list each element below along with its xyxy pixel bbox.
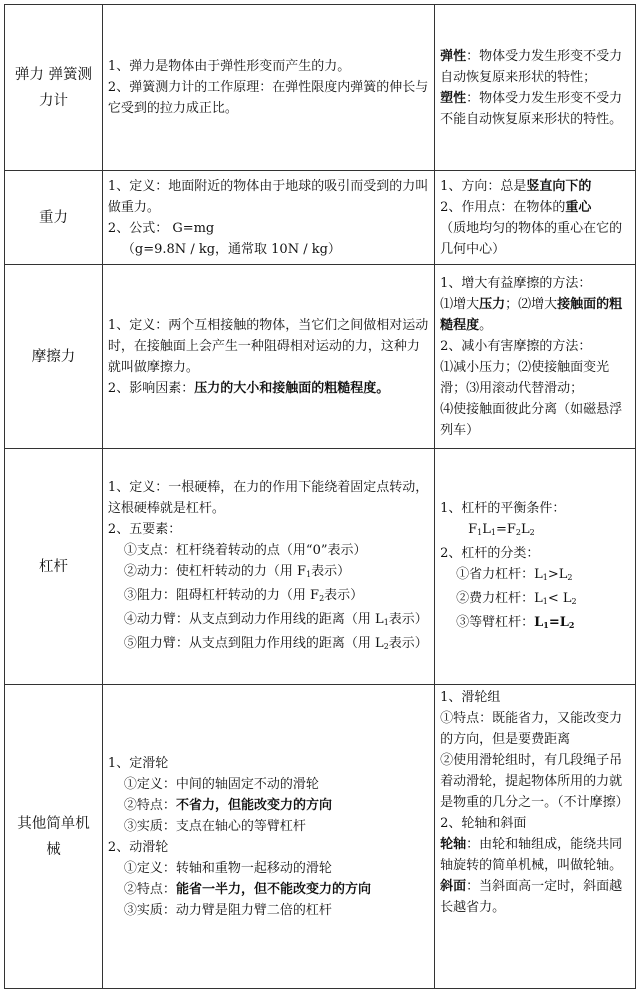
content-line: ②动力：使杠杆转动的力（用 $F_1$表示） bbox=[123, 563, 351, 579]
topic-cell bbox=[5, 171, 103, 265]
note-line: 2、减小有害摩擦的方法： bbox=[440, 338, 592, 354]
note-line: ②费力杠杆：$L_1< L_2$ bbox=[456, 590, 577, 606]
note-line: 2、杠杆的分类： bbox=[440, 545, 540, 561]
notes-cell bbox=[435, 171, 636, 265]
topic-label: 重力 bbox=[38, 209, 68, 226]
content-line: （g=9.8N / kg，通常取 10N / kg） bbox=[121, 241, 341, 257]
note-line: ③等臂杠杆：$L_1=L_2$ bbox=[456, 614, 575, 630]
row-lever bbox=[5, 449, 636, 685]
content-line: 1、定义：两个互相接触的物体，当它们之间做相对运动时，在接触面上会产生一种阻碍相对运动的力，这种力就叫做摩擦力。 bbox=[107, 317, 429, 375]
row-friction bbox=[5, 265, 636, 449]
content-line: ⑤阻力臂：从支点到阻力作用线的距离（用 $L_2$表示） bbox=[123, 635, 428, 651]
note-line: 2、轮轴和斜面 bbox=[440, 816, 527, 831]
content-cell bbox=[102, 685, 434, 989]
content-line: 2、动滑轮 bbox=[107, 839, 169, 855]
key-factors: 压力的大小和接触面的粗糙程度。 bbox=[194, 380, 390, 396]
notes-cell bbox=[435, 449, 636, 685]
content-line: ③阻力：阻碍杠杆转动的力（用 $F_2$表示） bbox=[123, 587, 364, 603]
content-line: ①定义：转轴和重物一起移动的滑轮 bbox=[123, 860, 332, 876]
note-line: 不能自动恢复原来形状的特性。 bbox=[440, 111, 623, 127]
note-line: ①特点：既能省力，又能改变力的方向，但是要费距离 bbox=[440, 711, 623, 747]
note-line: 斜面：当斜面高一定时，斜面越长越省力。 bbox=[440, 879, 623, 915]
content-line: 1、定义：一根硬棒，在力的作用下能绕着固定点转动，这根硬棒就是杠杆。 bbox=[107, 479, 429, 516]
note-line: ②使用滑轮组时，有几段绳子吊着动滑轮，提起物体所用的力就是物重的几分之一。（不计摩擦） bbox=[440, 753, 629, 810]
content-line: ③实质：动力臂是阻力臂二倍的杠杆 bbox=[123, 902, 332, 918]
note-line: ⑷使接触面彼此分离（如磁悬浮列车） bbox=[440, 401, 623, 438]
topic-label: 弹力 弹簧测力计 bbox=[14, 66, 93, 109]
content-cell bbox=[102, 5, 434, 171]
row-gravity bbox=[5, 171, 636, 265]
topic-label: 摩擦力 bbox=[31, 348, 76, 365]
note-line: 1、杠杆的平衡条件： bbox=[440, 500, 566, 516]
note-line: ①省力杠杆：$L_1>L_2$ bbox=[456, 566, 573, 582]
content-line: 1、定滑轮 bbox=[107, 755, 169, 771]
content-line: ①支点：杠杆绕着转动的点（用“0”表示） bbox=[123, 542, 367, 558]
content-line: 1、定义：地面附近的物体由于地球的吸引而受到的力叫做重力。 bbox=[107, 178, 429, 215]
content-line: ③实质：支点在轴心的等臂杠杆 bbox=[123, 818, 306, 834]
note-line: ⑴减小压力；⑵使接触面变光滑；⑶用滚动代替滑动； bbox=[440, 359, 610, 396]
content-line: ④动力臂：从支点到动力作用线的距离（用 $L_1$表示） bbox=[123, 611, 428, 627]
row-simple-machines bbox=[5, 685, 636, 989]
topic-cell bbox=[5, 685, 103, 989]
term-bold: 塑性 bbox=[440, 90, 467, 106]
note-line: 1、滑轮组 bbox=[440, 690, 501, 705]
topic-cell bbox=[5, 449, 103, 685]
notes-cell bbox=[435, 685, 636, 989]
note-line: 轮轴：由轮和轴组成，能绕共同轴旋转的简单机械，叫做轮轴。 bbox=[440, 837, 623, 873]
content-line: 2、影响因素：压力的大小和接触面的粗糙程度。 bbox=[107, 380, 390, 396]
content-line: 1、弹力是物体由于弹性形变而产生的力。 bbox=[107, 59, 351, 74]
content-cell bbox=[102, 265, 434, 449]
topic-label: 其他简单机械 bbox=[17, 815, 90, 858]
note-line: 2、作用点：在物体的重心 bbox=[440, 199, 592, 215]
notes-cell bbox=[435, 265, 636, 449]
topic-cell bbox=[5, 265, 103, 449]
content-line: 2、五要素： bbox=[107, 521, 182, 537]
note-line: （质地均匀的物体的重心在它的几何中心） bbox=[440, 220, 623, 257]
note-line: 塑性：物体受力发生形变不受力 bbox=[440, 90, 623, 106]
physics-summary-table bbox=[4, 4, 636, 989]
notes-cell bbox=[435, 5, 636, 171]
content-line: 2、弹簧测力计的工作原理：在弹性限度内弹簧的伸长与它受到的拉力成正比。 bbox=[107, 80, 429, 116]
note-line: 1、方向：总是竖直向下的 bbox=[440, 178, 592, 194]
balance-formula: $F_1L_1=F_2L_2$ bbox=[468, 521, 535, 537]
term-bold: 弹性 bbox=[440, 48, 467, 64]
note-line: 自动恢复原来形状的特性； bbox=[440, 69, 597, 85]
content-line: 2、公式： G=mg bbox=[107, 220, 215, 236]
content-line: ②特点：不省力，但能改变力的方向 bbox=[123, 797, 332, 813]
note-line: 弹性：物体受力发生形变不受力 bbox=[440, 48, 623, 64]
row-elastic-force bbox=[5, 5, 636, 171]
note-line: 1、增大有益摩擦的方法： bbox=[440, 275, 592, 291]
content-cell bbox=[102, 171, 434, 265]
content-line: ②特点：能省一半力，但不能改变力的方向 bbox=[123, 881, 371, 897]
topic-cell bbox=[5, 5, 103, 171]
content-cell bbox=[102, 449, 434, 685]
note-line: ⑴增大压力；⑵增大接触面的粗糙程度。 bbox=[440, 296, 623, 333]
content-line: ①定义：中间的轴固定不动的滑轮 bbox=[123, 776, 319, 792]
topic-label: 杠杆 bbox=[38, 558, 68, 575]
